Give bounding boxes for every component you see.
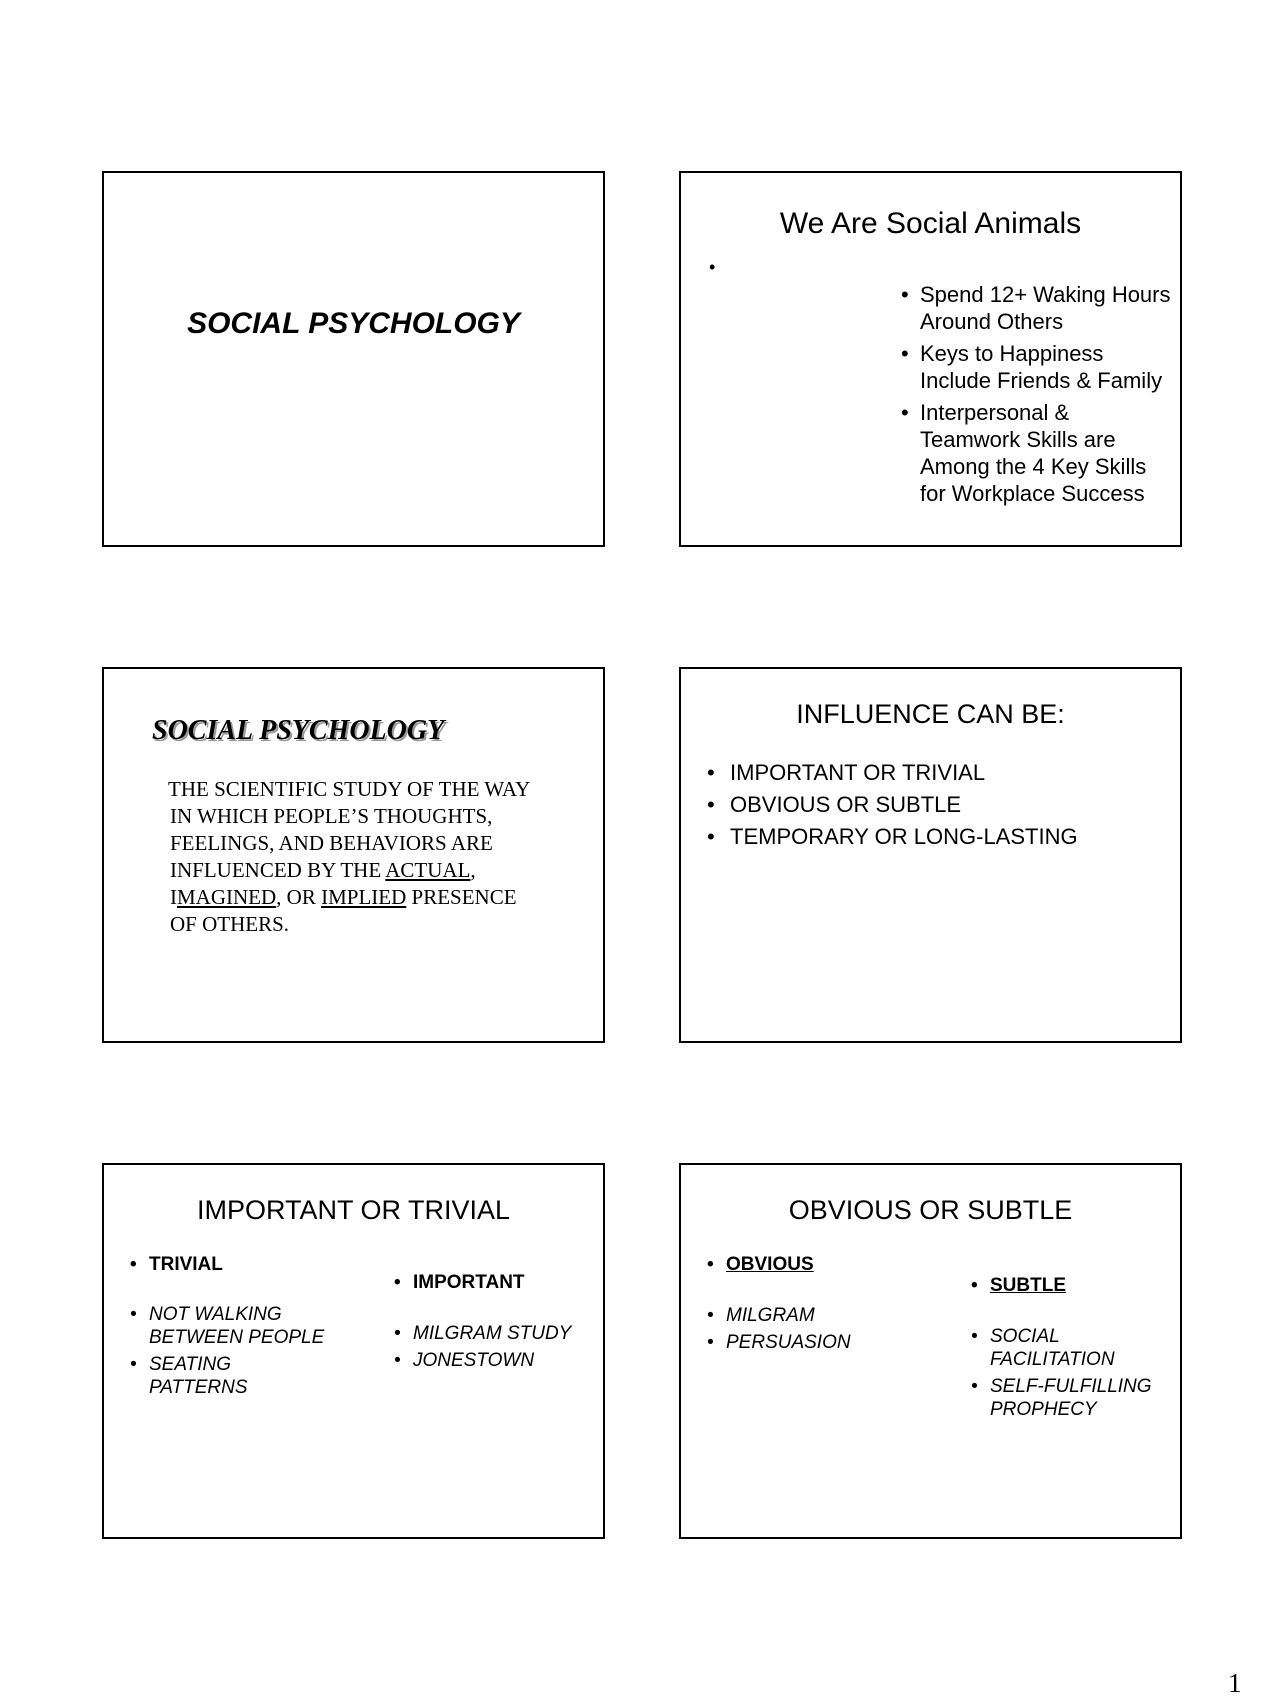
bullet-icon: • bbox=[971, 1326, 978, 1347]
list-item-text: Include Friends & Family bbox=[920, 368, 1163, 393]
list-item-text: MILGRAM STUDY bbox=[413, 1323, 572, 1344]
bullet-icon: • bbox=[130, 1354, 137, 1375]
list-item bbox=[901, 281, 1181, 335]
bullet-icon: • bbox=[971, 1376, 978, 1397]
bullet-icon: • bbox=[707, 760, 715, 785]
list-item-text: MILGRAM bbox=[726, 1305, 815, 1326]
list-item-text: Keys to Happiness bbox=[920, 341, 1104, 366]
bullet-icon: • bbox=[394, 1350, 401, 1371]
column-subtle bbox=[971, 1274, 1181, 1421]
list-item-text: Interpersonal & bbox=[920, 400, 1070, 425]
slide-title: OBVIOUS OR SUBTLE bbox=[788, 1195, 1073, 1225]
list-item-text: SOCIAL bbox=[990, 1326, 1060, 1347]
list-item bbox=[130, 1303, 360, 1349]
slide-3 bbox=[102, 667, 605, 1043]
bullet-icon: • bbox=[130, 1304, 137, 1325]
column-header-text: IMPORTANT bbox=[413, 1272, 525, 1293]
list-item bbox=[707, 1304, 937, 1327]
list-item-text: SEATING bbox=[149, 1354, 231, 1375]
list-item-text: for Workplace Success bbox=[920, 481, 1145, 506]
bullet-icon: • bbox=[394, 1323, 401, 1344]
list-item-text: JONESTOWN bbox=[413, 1350, 535, 1371]
column-header bbox=[971, 1274, 1181, 1297]
column-obvious bbox=[707, 1253, 937, 1354]
column-header bbox=[394, 1271, 604, 1294]
slide-title: SOCIAL PSYCHOLOGY bbox=[152, 715, 445, 746]
list-item bbox=[130, 1353, 360, 1399]
bullet-icon: • bbox=[130, 1254, 137, 1275]
list-item-text: SELF-FULFILLING bbox=[990, 1376, 1152, 1397]
bullet-icon: • bbox=[901, 282, 909, 307]
body-line: PRESENCE bbox=[406, 885, 517, 909]
bullet-icon: • bbox=[707, 1332, 714, 1353]
slide-title: SOCIAL PSYCHOLOGY bbox=[187, 307, 520, 340]
body-line: I bbox=[170, 885, 177, 909]
underlined-term-imagined: MAGINED bbox=[177, 885, 277, 909]
slide-title: IMPORTANT OR TRIVIAL bbox=[196, 1195, 511, 1225]
slide-4 bbox=[679, 667, 1182, 1043]
column-header-text: OBVIOUS bbox=[726, 1254, 814, 1275]
list-item bbox=[394, 1322, 604, 1345]
list-item bbox=[707, 757, 1078, 789]
list-item-text: OBVIOUS OR SUBTLE bbox=[730, 792, 962, 817]
list-item bbox=[394, 1349, 604, 1372]
list-item-text: PATTERNS bbox=[149, 1377, 248, 1398]
list-item-text: Among the 4 Key Skills bbox=[920, 454, 1147, 479]
list-item-text: TEMPORARY OR LONG-LASTING bbox=[730, 824, 1078, 849]
column-header bbox=[130, 1253, 360, 1276]
bullet-list bbox=[901, 281, 1181, 512]
underlined-term-actual: ACTUAL bbox=[385, 858, 471, 882]
column-header-text: SUBTLE bbox=[990, 1275, 1066, 1296]
body-line: INFLUENCED BY THE bbox=[170, 858, 386, 882]
bullet-icon: • bbox=[707, 1254, 714, 1275]
list-item bbox=[707, 821, 1078, 853]
page-number: 1 bbox=[1228, 1668, 1242, 1698]
body-line: FEELINGS, AND BEHAVIORS ARE bbox=[170, 831, 493, 855]
list-item-text: PERSUASION bbox=[726, 1332, 851, 1353]
slide-title: We Are Social Animals bbox=[779, 207, 1082, 240]
bullet-icon: • bbox=[707, 792, 715, 817]
list-item bbox=[971, 1325, 1181, 1371]
bullet-list bbox=[707, 757, 1078, 853]
list-item bbox=[901, 399, 1181, 507]
slide-title: INFLUENCE CAN BE: bbox=[796, 699, 1065, 729]
list-item-text: PROPHECY bbox=[990, 1399, 1097, 1420]
list-item bbox=[707, 1331, 937, 1354]
bullet-icon: • bbox=[707, 1305, 714, 1326]
column-important bbox=[394, 1271, 604, 1372]
list-item-text: Spend 12+ Waking Hours bbox=[920, 282, 1171, 307]
bullet-icon: • bbox=[901, 341, 909, 366]
list-item-text: Around Others bbox=[920, 309, 1064, 334]
slide-6 bbox=[679, 1163, 1182, 1539]
list-item-text: IMPORTANT OR TRIVIAL bbox=[730, 760, 986, 785]
underlined-term-implied: IMPLIED bbox=[321, 885, 407, 909]
list-item-text: BETWEEN PEOPLE bbox=[149, 1327, 325, 1348]
list-item bbox=[901, 340, 1181, 394]
bullet-icon: • bbox=[707, 824, 715, 849]
body-line: THE SCIENTIFIC STUDY OF THE WAY bbox=[168, 777, 531, 801]
bullet-icon: • bbox=[971, 1275, 978, 1296]
column-header bbox=[707, 1253, 937, 1276]
empty-bullet: • bbox=[709, 257, 716, 277]
body-line: IN WHICH PEOPLE’S THOUGHTS, bbox=[170, 804, 493, 828]
list-item-text: FACILITATION bbox=[990, 1349, 1115, 1370]
list-item bbox=[707, 789, 1078, 821]
body-line: , bbox=[470, 858, 476, 882]
slide-5 bbox=[102, 1163, 605, 1539]
list-item-text: NOT WALKING bbox=[149, 1304, 282, 1325]
body-line: , OR bbox=[276, 885, 322, 909]
column-trivial bbox=[130, 1253, 360, 1399]
column-header-text: TRIVIAL bbox=[149, 1254, 223, 1275]
list-item-text: Teamwork Skills are bbox=[920, 427, 1116, 452]
body-line: OF OTHERS. bbox=[170, 912, 290, 936]
list-item bbox=[971, 1375, 1181, 1421]
slide-1 bbox=[102, 171, 605, 547]
bullet-icon: • bbox=[394, 1272, 401, 1293]
slide-2 bbox=[679, 171, 1182, 547]
bullet-icon: • bbox=[901, 400, 909, 425]
definition-text bbox=[170, 776, 590, 938]
